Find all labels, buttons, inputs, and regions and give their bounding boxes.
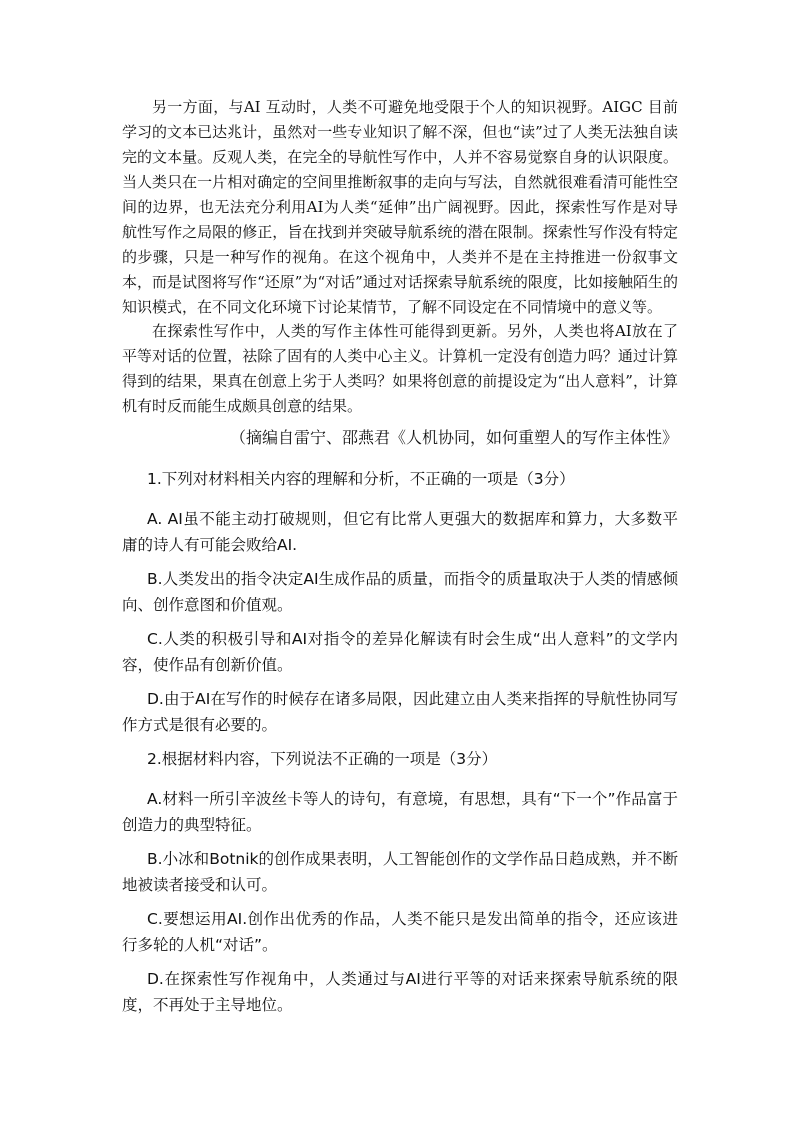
passage-paragraph-2: 在探索性写作中，人类的写作主体性可能得到更新。另外，人类也将AI放在了平等对话的位置，祛除了固有的人类中心主义。计算机一定没有创造力吗？通过计算得到的结果，果真在创意上劣于人类吗？如果将创意的前提设定为“出人意料”，计算机有时反而能生成颇具创意的结果。: [122, 322, 678, 415]
question-1-option-b[interactable]: B.人类发出的指令决定AI生成作品的质量，而指令的质量取决于人类的情感倾向、创作意图和价值观。: [122, 570, 678, 614]
passage-paragraph-1: 另一方面，与AI 互动时，人类不可避免地受限于个人的知识视野。AIGC 目前学习的文本已达兆计，虽然对一些专业知识了解不深，但也“读”过了人类无法独自读完的文本量。反观人类，在完全的导航性写作中，人并不容易觉察自身的认识限度。当人类只在一片相对确定的空间里推断叙事的走向与写法，自然就很难看清可能性空间的边界，也无法充分利用AI为人类“延伸”出广阔视野。因此，探索性写作是对导航性写作之局限的修正，旨在找到并突破导航系统的潜在限制。探索性写作没有特定的步骤，只是一种写作的视角。在这个视角中，人类并不是在主持推进一份叙事文本，而是试图将写作“还原”为“对话”通过对话探索导航系统的限度，比如接触陌生的知识模式，在不同文化环境下讨论某情节，了解不同设定在不同情境中的意义等。: [122, 98, 678, 316]
source-citation: （摘编自雷宁、邵燕君《人机协同，如何重塑人的写作主体性》: [230, 428, 679, 447]
question-1-option-d[interactable]: D.由于AI在写作的时候存在诸多局限，因此建立由人类来指挥的导航性协同写作方式是很有必要的。: [122, 690, 678, 734]
question-1-stem: 1.下列对材料相关内容的理解和分析，不正确的一项是（3分）: [147, 470, 575, 488]
question-2-option-a[interactable]: A.材料一所引辛波丝卡等人的诗句，有意境，有思想，具有“下一个”作品富于创造力的典型特征。: [122, 790, 678, 834]
question-2-option-c[interactable]: C.要想运用AI.创作出优秀的作品，人类不能只是发出简单的指令，还应该进行多轮的人机“对话”。: [122, 910, 678, 954]
question-2-stem: 2.根据材料内容，下列说法不正确的一项是（3分）: [147, 750, 498, 768]
question-2-option-b[interactable]: B.小冰和Botnik的创作成果表明，人工智能创作的文学作品日趋成熟，并不断地被读者接受和认可。: [122, 850, 678, 894]
question-1-option-a[interactable]: A. AI虽不能主动打破规则，但它有比常人更强大的数据库和算力，大多数平庸的诗人有可能会败给AI.: [122, 510, 678, 554]
question-1-option-c[interactable]: C.人类的积极引导和AI对指令的差异化解读有时会生成“出人意料”的文学内容，使作品有创新价值。: [122, 630, 678, 674]
question-2-option-d[interactable]: D.在探索性写作视角中，人类通过与AI进行平等的对话来探索导航系统的限度，不再处于主导地位。: [122, 970, 678, 1014]
